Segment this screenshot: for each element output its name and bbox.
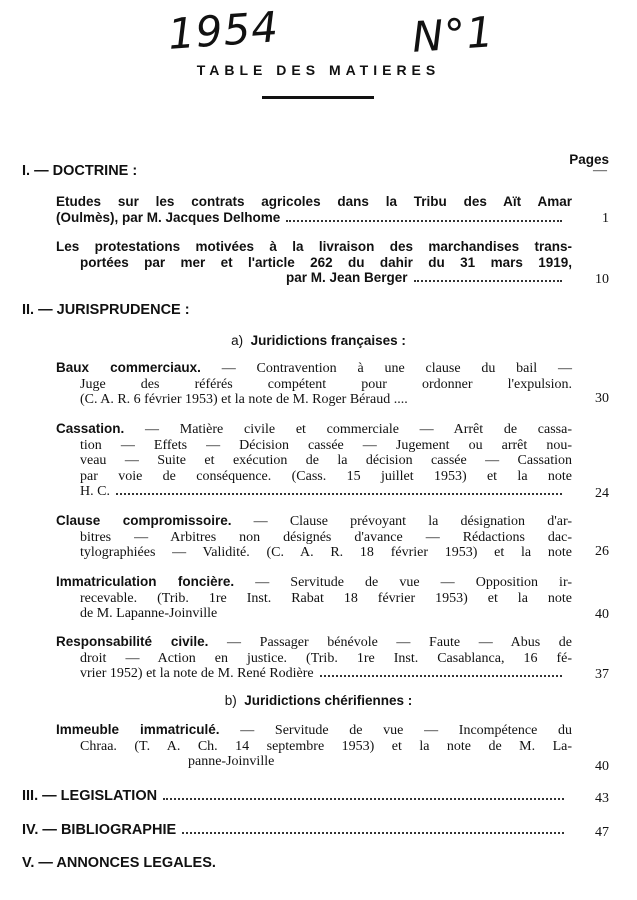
toc-entry-cassation: Cassation. — Matière civile et commerciale — Arrêt de cassa- tion — Effets — Décision cassée — Jugement ou arrêt nou- veau — Suite et exécution de la décision cassée — Cassation par voie de conséquence. (Cass. 15 juillet 1953) et la note H. C. (56, 421, 573, 499)
toc-entry-immatriculation-fonciere: Immatriculation foncière. — Servitude de vue — Opposition ir- recevable. (Trib. 1re Inst. Rabat 18 février 1953) et la note de M. Lapanne-Joinville (56, 574, 572, 621)
page-number: 43 (595, 791, 609, 806)
page-number: 40 (595, 607, 609, 622)
toc-entry-doctrine-1: Etudes sur les contrats agricoles dans la Tribu des Aït Amar (Oulmès), par M. Jacques Delhome (56, 194, 572, 225)
title-underline (262, 96, 374, 99)
section-jurisprudence: II. — JURISPRUDENCE : (22, 302, 190, 318)
page-number: 10 (595, 272, 609, 287)
toc-entry-baux-commerciaux: Baux commerciaux. — Contravention à une clause du bail — Juge des référés compétent pour ordonner l'expulsion. (C. A. R. 6 février 1953) et la note de M. Roger Béraud .... (56, 360, 573, 407)
page-number: 1 (602, 211, 609, 226)
page-number: 47 (595, 825, 609, 840)
page-number: 30 (595, 391, 609, 406)
toc-entry-immeuble-immatricule: Immeuble immatriculé. — Servitude de vue — Incompétence du Chraa. (T. A. Ch. 14 septembre 1953) et la note de M. La- panne-Joinville (56, 722, 572, 769)
section-bibliographie: IV. — BIBLIOGRAPHIE (22, 822, 574, 838)
subheading-cherifian-jurisdictions: b) Juridictions chérifiennes : (224, 693, 413, 708)
section-annonces-legales: V. — ANNONCES LEGALES. (22, 855, 216, 871)
pages-header-dash: — (593, 163, 607, 178)
pages-column-header: Pages (569, 152, 609, 167)
section-legislation: III. — LEGISLATION (22, 788, 574, 804)
page-title: TABLE DES MATIERES (196, 62, 441, 78)
section-doctrine: I. — DOCTRINE : (22, 163, 138, 179)
toc-entry-doctrine-2: Les protestations motivées à la livraison des marchandises trans- portées par mer et l'article 262 du dahir du 31 mars 1919, par M. Jean Berger (56, 239, 572, 285)
page-number: 40 (595, 759, 609, 774)
page-number: 37 (595, 667, 609, 682)
subheading-french-jurisdictions: a) Juridictions françaises : (231, 333, 406, 348)
page-number: 26 (595, 544, 609, 559)
toc-entry-clause-compromissoire: Clause compromissoire. — Clause prévoyant la désignation d'ar- bitres — Arbitres non désignés d'avance — Rédactions dac- tylographiées — Validité. (C. A. R. 18 février 1953) et la note (56, 513, 573, 560)
handwritten-year: 1954 (166, 2, 281, 59)
page-number: 24 (595, 486, 609, 501)
toc-entry-responsabilite-civile: Responsabilité civile. — Passager bénévole — Faute — Abus de droit — Action en justice. (Trib. 1re Inst. Casablanca, 16 fé- vrier 1952) et la note de M. René Rodière (56, 634, 572, 681)
handwritten-issue-number: N°1 (410, 7, 496, 62)
